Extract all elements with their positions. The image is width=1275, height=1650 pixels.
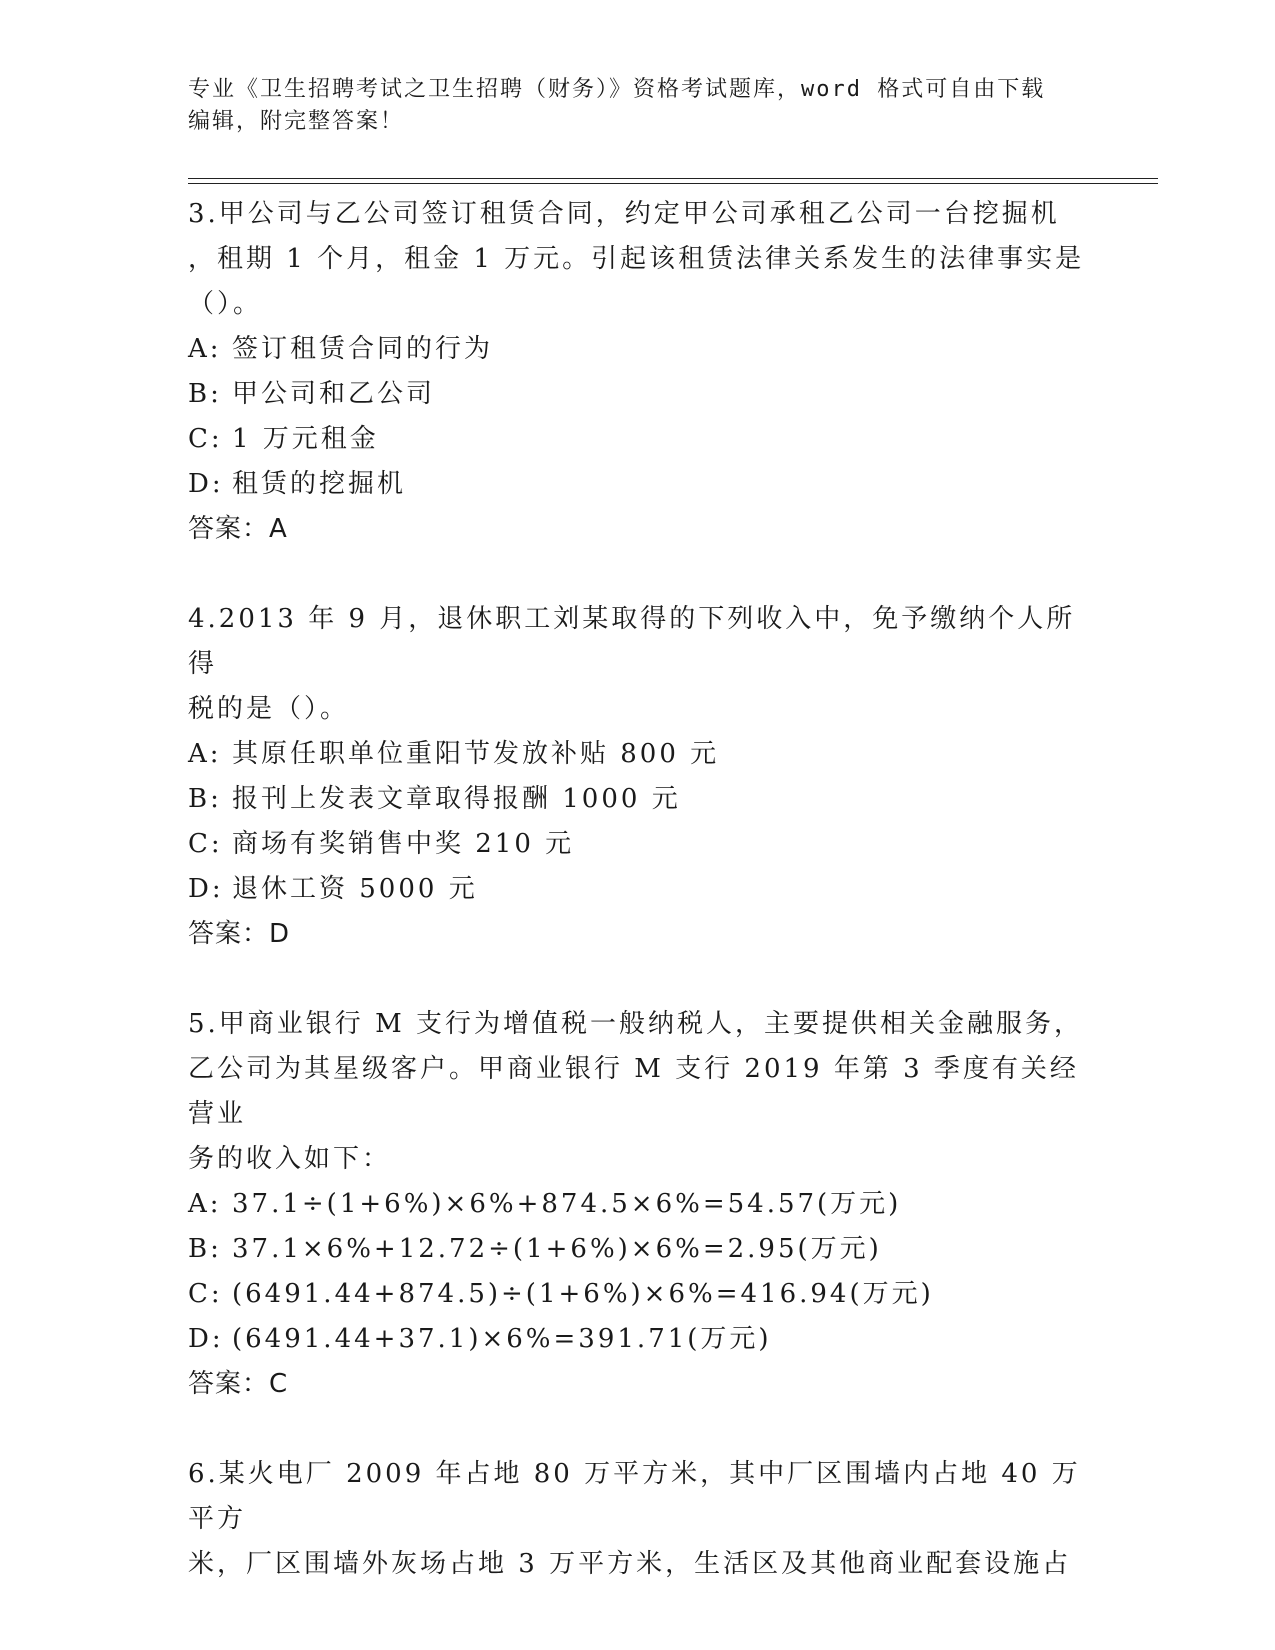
question-stem-line: 乙公司为其星级客户。甲商业银行 M 支行 2019 年第 3 季度有关经营业 [188,1054,1079,1129]
header-rule-bottom [188,183,1158,184]
option-key: D: [188,1324,224,1354]
question-stem-line: （）。 [188,289,263,319]
question-stem-line: 4.2013 年 9 月，退休职工刘某取得的下列收入中，免予缴纳个人所得 [188,604,1076,679]
option-key: D: [188,874,224,904]
question-3 [188,192,1088,552]
option-c [188,822,1088,867]
answer-line: 答案：D [188,919,291,949]
option-key: A: [188,1189,222,1219]
option-b [188,372,1088,417]
header-rule-top [188,178,1158,179]
option-text: 商场有奖销售中奖 210 元 [232,829,575,859]
option-text: 甲公司和乙公司 [232,379,436,409]
question-5 [188,1002,1088,1407]
option-d [188,867,1088,912]
option-text: 1 万元租金 [232,424,379,454]
option-key: B: [188,1234,222,1264]
spacer [188,552,1088,597]
option-key: C: [188,1279,223,1309]
option-text: 退休工资 5000 元 [232,874,478,904]
option-a [188,732,1088,777]
question-stem-line: ，租期 1 个月，租金 1 万元。引起该租赁法律关系发生的法律事实是 [188,244,1085,274]
question-stem-line: 5.甲商业银行 M 支行为增值税一般纳税人，主要提供相关金融服务， [188,1009,1083,1039]
option-key: C: [188,829,223,859]
spacer [188,957,1088,1002]
question-stem-line: 税的是（）。 [188,694,350,724]
option-a [188,327,1088,372]
option-key: A: [188,739,222,769]
question-4 [188,597,1088,957]
option-key: B: [188,784,222,814]
option-text: (6491.44+37.1)×6%=391.71(万元) [232,1324,772,1354]
option-c [188,417,1088,462]
answer-line: 答案：C [188,1369,289,1399]
page-header [188,74,1088,138]
option-b [188,777,1088,822]
option-text: 37.1÷(1+6%)×6%+874.5×6%=54.57(万元) [232,1189,902,1219]
option-text: 37.1×6%+12.72÷(1+6%)×6%=2.95(万元) [232,1234,882,1264]
header-line-2: 编辑，附完整答案！ [188,109,405,134]
option-text: 报刊上发表文章取得报酬 1000 元 [232,784,681,814]
option-text: (6491.44+874.5)÷(1+6%)×6%=416.94(万元) [232,1279,934,1309]
header-line-1: 专业《卫生招聘考试之卫生招聘（财务）》资格考试题库，word 格式可自由下载 [188,77,1046,102]
question-stem-line: 务的收入如下： [188,1144,392,1174]
questions-list [188,192,1088,1587]
option-a [188,1182,1088,1227]
option-d [188,462,1088,507]
answer-line: 答案：A [188,514,288,544]
option-b [188,1227,1088,1272]
option-text: 租赁的挖掘机 [232,469,407,499]
option-d [188,1317,1088,1362]
option-text: 其原任职单位重阳节发放补贴 800 元 [232,739,720,769]
question-6 [188,1452,1088,1587]
option-key: B: [188,379,222,409]
option-key: C: [188,424,223,454]
question-stem-line: 3.甲公司与乙公司签订租赁合同，约定甲公司承租乙公司一台挖掘机 [188,199,1060,229]
option-key: A: [188,334,222,364]
option-text: 签订租赁合同的行为 [232,334,494,364]
option-key: D: [188,469,224,499]
question-stem-line: 6.某火电厂 2009 年占地 80 万平方米，其中厂区围墙内占地 40 万平方 [188,1459,1081,1534]
spacer [188,1407,1088,1452]
question-stem-line: 米，厂区围墙外灰场占地 3 万平方米，生活区及其他商业配套设施占 [188,1549,1072,1579]
option-c [188,1272,1088,1317]
